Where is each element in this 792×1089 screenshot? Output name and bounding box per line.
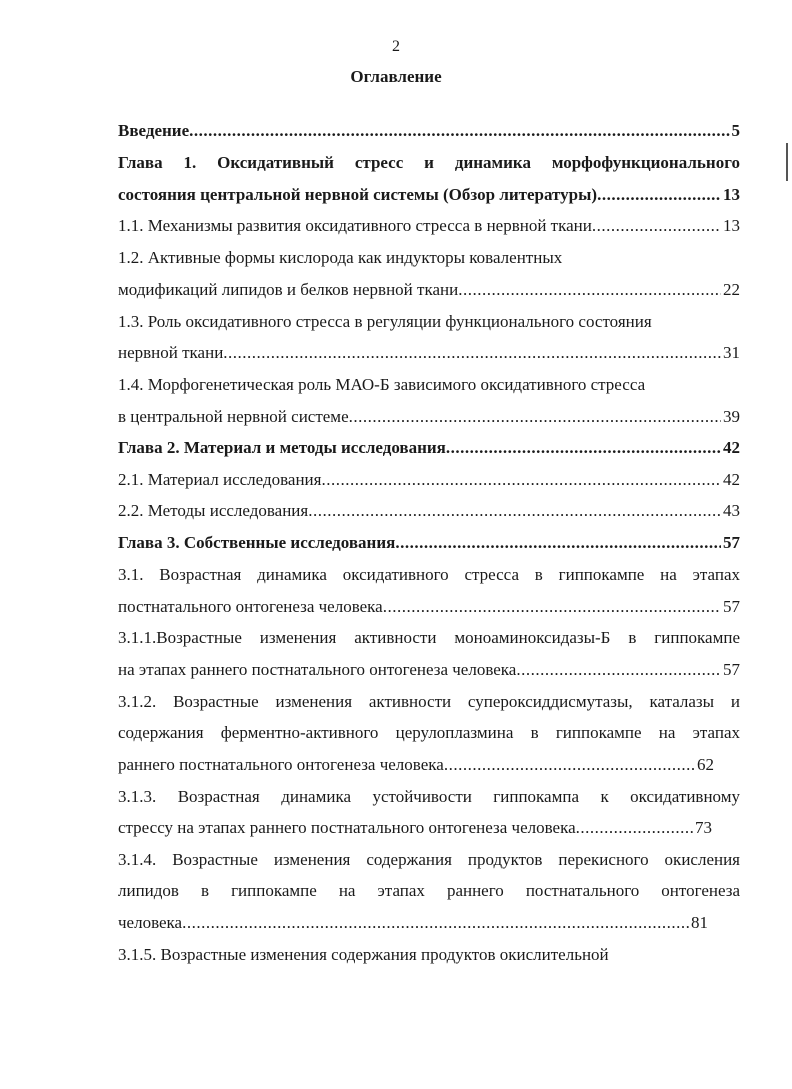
toc-entry-text: модификаций липидов и белков нервной ткани <box>118 280 459 299</box>
toc-entry-1-4-cont[interactable] <box>118 406 740 428</box>
toc-page-number: 73 <box>695 818 712 837</box>
toc-entry-text: на этапах раннего постнатального онтогенеза человека <box>118 660 517 679</box>
toc-entry-text: липидов в гиппокампе на этапах раннего постнатального онтогенеза <box>118 881 740 900</box>
toc-entry-3-1-2-cont[interactable] <box>118 722 740 744</box>
leader-dots <box>592 215 721 237</box>
toc-page-number: 13 <box>723 216 740 235</box>
toc-entry-text: 1.1. Механизмы развития оксидативного стресса в нервной ткани <box>118 216 592 235</box>
toc-entry-text: 3.1.5. Возрастные изменения содержания продуктов окислительной <box>118 945 609 964</box>
page-number: 2 <box>392 38 400 55</box>
toc-entry-text: 3.1. Возрастная динамика оксидативного стресса в гиппокампе на этапах <box>118 565 740 584</box>
toc-entry-text: Глава 2. Материал и методы исследования <box>118 438 446 457</box>
toc-page-number: 31 <box>723 343 740 362</box>
toc-entry-1-4[interactable] <box>118 374 740 396</box>
leader-dots <box>383 596 721 618</box>
toc-page-number: 39 <box>723 407 740 426</box>
leader-dots <box>189 120 729 142</box>
leader-dots <box>182 912 689 934</box>
leader-dots <box>597 184 721 206</box>
toc-page-number: 62 <box>697 755 714 774</box>
toc-page-number: 5 <box>731 121 740 140</box>
toc-entry-chapter-2[interactable] <box>118 437 740 459</box>
toc-page-number: 13 <box>723 185 740 204</box>
page-title: Оглавление <box>350 67 442 86</box>
toc-entry-text: 3.1.4. Возрастные изменения содержания продуктов перекисного окисления <box>118 850 740 869</box>
toc-entry-3-1-1-cont[interactable] <box>118 659 740 681</box>
toc-page-number: 22 <box>723 280 740 299</box>
toc-entry-2-1[interactable] <box>118 469 740 491</box>
toc-entry-3-1-2-cont2[interactable] <box>118 754 714 776</box>
toc-entry-text: 1.4. Морфогенетическая роль МАО-Б зависимого оксидативного стресса <box>118 375 646 394</box>
toc-entry-1-2[interactable] <box>118 247 740 269</box>
toc-entry-3-1-4[interactable] <box>118 849 740 871</box>
toc-entry-chapter-1-cont[interactable] <box>118 184 740 206</box>
leader-dots <box>395 532 721 554</box>
toc-entry-text: состояния центральной нервной системы (Обзор литературы) <box>118 185 598 204</box>
toc-entry-text: в центральной нервной системе <box>118 407 349 426</box>
toc-page-number: 43 <box>723 501 740 520</box>
leader-dots <box>576 817 693 839</box>
toc-entry-3-1-3-cont[interactable] <box>118 817 712 839</box>
toc-entry-1-3[interactable] <box>118 311 740 333</box>
leader-dots <box>321 469 721 491</box>
toc-entry-3-1-cont[interactable] <box>118 596 740 618</box>
toc-entry-3-1-5[interactable] <box>118 944 740 966</box>
toc-entry-text: нервной ткани <box>118 343 224 362</box>
leader-dots <box>349 406 721 428</box>
toc-entry-text: Глава 1. Оксидативный стресс и динамика морфофункционального <box>118 153 740 172</box>
toc-entry-3-1-3[interactable] <box>118 786 740 808</box>
leader-dots <box>223 342 721 364</box>
toc-page-number: 42 <box>723 438 740 457</box>
toc-entry-text: 3.1.1.Возрастные изменения активности моноаминоксидазы-Б в гиппокампе <box>118 628 740 647</box>
toc-entry-3-1-2[interactable] <box>118 691 740 713</box>
toc-entry-text: Введение <box>118 121 190 140</box>
toc-entry-text: человека <box>118 913 183 932</box>
toc-entry-text: содержания ферментно-активного церулоплазмина в гиппокампе на этапах <box>118 723 740 742</box>
toc-entry-1-1[interactable] <box>118 215 740 237</box>
leader-dots <box>444 754 695 776</box>
toc-entry-chapter-3[interactable] <box>118 532 740 554</box>
toc-entry-text: 2.1. Материал исследования <box>118 470 322 489</box>
leader-dots <box>308 500 721 522</box>
leader-dots <box>446 437 721 459</box>
toc-page-number: 57 <box>723 597 740 616</box>
toc-entry-1-2-cont[interactable] <box>118 279 740 301</box>
toc-entry-text: 2.2. Методы исследования <box>118 501 309 520</box>
toc-entry-text: 1.3. Роль оксидативного стресса в регуляции функционального состояния <box>118 312 652 331</box>
scan-edge-mark <box>786 143 788 181</box>
toc-entry-1-3-cont[interactable] <box>118 342 740 364</box>
toc-entry-chapter-1[interactable] <box>118 152 740 174</box>
toc-entry-text: раннего постнатального онтогенеза человека <box>118 755 444 774</box>
toc-page-number: 57 <box>723 660 740 679</box>
toc-page-number: 81 <box>691 913 708 932</box>
toc-entry-3-1[interactable] <box>118 564 740 586</box>
toc-entry-3-1-4-cont[interactable] <box>118 880 740 902</box>
toc-entry-text: стрессу на этапах раннего постнатального онтогенеза человека <box>118 818 576 837</box>
toc-entry-text: 1.2. Активные формы кислорода как индукторы ковалентных <box>118 248 563 267</box>
toc-page-number: 57 <box>723 533 740 552</box>
toc-entry-3-1-1[interactable] <box>118 627 740 649</box>
toc-entry-text: 3.1.2. Возрастные изменения активности супероксиддисмутазы, каталазы и <box>118 692 740 711</box>
toc-entry-2-2[interactable] <box>118 500 740 522</box>
toc-entry-3-1-4-cont2[interactable] <box>118 912 708 934</box>
toc-entry-text: постнатального онтогенеза человека <box>118 597 383 616</box>
toc-entry-text: Глава 3. Собственные исследования <box>118 533 396 552</box>
toc-entry-text: 3.1.3. Возрастная динамика устойчивости гиппокампа к оксидативному <box>118 787 740 806</box>
toc-entry-introduction[interactable] <box>118 120 740 142</box>
toc-page-number: 42 <box>723 470 740 489</box>
leader-dots <box>458 279 721 301</box>
leader-dots <box>516 659 721 681</box>
